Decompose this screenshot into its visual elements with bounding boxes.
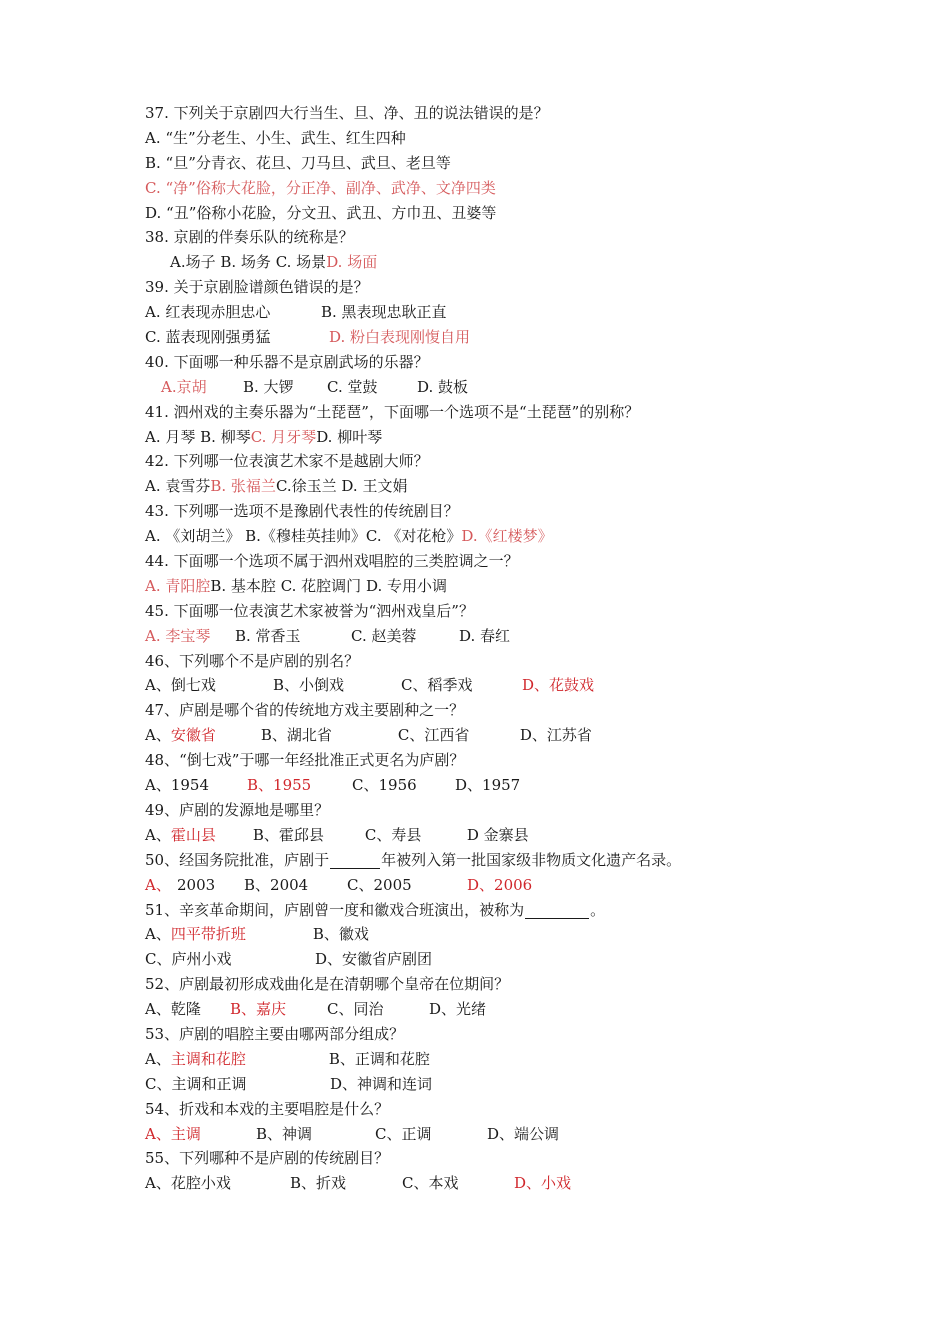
text-segment: C、江西省 [397,726,470,745]
text-segment: A. 《刘胡兰》 B.《穆桂英挂帅》C. 《对花枪》 [145,527,462,546]
text-line [145,1047,905,1072]
text-segment: C、稻季戏 [401,676,473,695]
answer-text: A、主调 [145,1124,201,1143]
text-line [145,823,905,848]
text-segment: 52、庐剧最初形成戏曲化是在清朝哪个皇帝在位期间？ [145,975,510,994]
text-line [145,126,905,151]
text-segment: 2003 [177,875,216,894]
answer-text: 安徽省 [170,726,216,745]
text-segment: B. 大锣 [243,377,294,396]
text-segment: 44. 下面哪一个选项不属于泗州戏唱腔的三类腔调之一？ [145,552,519,571]
text-segment: 47、庐剧是哪个省的传统地方戏主要剧种之一？ [145,701,465,720]
text-segment: C、本戏 [402,1174,459,1193]
answer-text: D、小戏 [514,1174,572,1193]
text-segment: B、正调和花腔 [328,1049,430,1068]
text-segment: B、湖北省 [260,726,332,745]
text-segment: A、 [145,825,171,844]
text-line [145,599,905,624]
text-segment: B. 常香玉 [235,626,301,645]
text-segment: B. “旦”分青衣、花旦、刀马旦、武旦、老旦等 [145,153,451,172]
text-segment: 。 [590,900,606,919]
text-line [145,375,905,400]
text-segment: 38. 京剧的伴奏乐队的统称是？ [145,228,354,247]
answer-text: A、 [145,875,171,894]
text-line [145,574,905,599]
text-segment: 45. 下面哪一位表演艺术家被誉为“泗州戏皇后”？ [145,601,474,620]
answer-text: 四平带折班 [170,925,246,944]
text-line [145,225,905,250]
answer-text: A.京胡 [161,377,207,396]
text-line [145,524,905,549]
answer-text: D、2006 [467,875,533,894]
text-segment: 50、经国务院批准，庐剧于 [145,850,330,869]
text-segment: C. 赵美蓉 [351,626,417,645]
text-segment: A. 红表现赤胆忠心 [145,303,271,322]
answer-text: B. 张福兰 [210,477,276,496]
text-segment: A.场子 B. 场务 C. 场景 [170,253,327,272]
text-segment: D. 春红 [459,626,511,645]
text-line [145,275,905,300]
text-segment: 37. 下列关于京剧四大行当生、旦、净、丑的说法错误的是？ [145,104,549,122]
text-line [145,1097,905,1122]
text-segment: D、1957 [455,776,521,795]
text-segment: 49、庐剧的发源地是哪里？ [145,800,330,819]
text-segment: A、1954 [145,776,210,795]
answer-text: 霍山县 [170,825,216,844]
text-line [145,250,905,275]
text-segment: 54、折戏和本戏的主要唱腔是什么？ [145,1099,390,1118]
text-line [145,300,905,325]
text-segment: D. “丑”俗称小花脸，分文丑、武丑、方巾丑、丑婆等 [145,203,497,222]
fill-in-blank [525,902,589,919]
text-line [145,549,905,574]
text-segment: A、倒七戏 [145,676,216,695]
text-segment: C、1956 [352,776,417,795]
text-segment: C. 蓝表现刚强勇猛 [145,328,271,347]
text-segment: 40. 下面哪一种乐器不是京剧武场的乐器？ [145,352,429,371]
text-line [145,176,905,201]
text-segment: 41. 泗州戏的主奏乐器为“土琵琶”，下面哪一个选项不是“土琵琶”的别称？ [145,402,640,421]
text-segment: A、乾隆 [145,1000,201,1019]
answer-text: B、1955 [247,776,312,795]
text-line [145,151,905,176]
text-segment: 年被列入第一批国家级非物质文化遗产名录。 [381,850,682,869]
text-segment: 53、庐剧的唱腔主要由哪两部分组成？ [145,1024,405,1043]
text-segment: B、霍邱县 [252,825,324,844]
text-segment: C、同治 [327,1000,384,1019]
text-segment: 43. 下列哪一选项不是豫剧代表性的传统剧目？ [145,502,459,521]
text-line [145,1122,905,1147]
text-line [145,1171,905,1196]
text-line [145,325,905,350]
text-segment: D、端公调 [487,1124,560,1143]
text-line [145,425,905,450]
text-segment: D. 柳叶琴 [316,427,383,446]
text-segment: 48、“倒七戏”于哪一年经批准正式更名为庐剧？ [145,751,465,770]
answer-text: 主调和花腔 [170,1049,246,1068]
text-line [145,474,905,499]
text-line [145,673,905,698]
text-segment: A. 袁雪芬 [145,477,211,496]
text-line [145,723,905,748]
text-line [145,1072,905,1097]
answer-text: D、花鼓戏 [522,676,595,695]
text-line [145,873,905,898]
text-segment: C、主调和正调 [145,1074,247,1093]
text-segment: A、 [145,1049,171,1068]
text-line [145,848,905,873]
text-line [145,748,905,773]
text-segment: 55、下列哪种不是庐剧的传统剧目？ [145,1149,390,1168]
text-segment: C. 堂鼓 [327,377,378,396]
text-segment: A. “生”分老生、小生、武生、红生四种 [145,128,406,147]
text-segment: D 金寨县 [466,825,529,844]
text-segment: A、花腔小戏 [145,1174,231,1193]
text-line [145,400,905,425]
text-segment: C、庐州小戏 [145,950,232,969]
text-segment: D、江苏省 [519,726,592,745]
text-segment: 42. 下列哪一位表演艺术家不是越剧大师？ [145,452,429,471]
text-line [145,798,905,823]
text-segment: D. 鼓板 [417,377,469,396]
text-line [145,649,905,674]
text-segment: D、神调和连词 [330,1074,433,1093]
text-line [145,499,905,524]
answer-text: A. 青阳腔 [145,576,211,595]
answer-text: A. 李宝琴 [145,626,211,645]
text-segment: C、2005 [347,875,412,894]
text-line [145,773,905,798]
text-segment: B、徽戏 [312,925,369,944]
text-segment: B、神调 [256,1124,313,1143]
text-segment: D、安徽省庐剧团 [315,950,433,969]
text-segment: A、 [145,925,171,944]
text-segment: C.徐玉兰 D. 王文娟 [275,477,408,496]
text-segment: B. 黑表现忠耿正直 [321,303,447,322]
text-line [145,922,905,947]
answer-text: D. 场面 [326,253,378,272]
text-line [145,997,905,1022]
quiz-document [145,101,905,1196]
answer-text: C. “净”俗称大花脸，分正净、副净、武净、文净四类 [145,178,496,197]
text-segment: C、寿县 [364,825,422,844]
answer-text: D. 粉白表现刚愎自用 [329,328,471,347]
fill-in-blank [330,852,380,869]
text-line [145,201,905,226]
text-line [145,350,905,375]
text-segment: D、光绪 [429,1000,487,1019]
text-segment: 39. 关于京剧脸谱颜色错误的是？ [145,278,369,297]
text-segment: B、小倒戏 [273,676,345,695]
text-segment: 46、下列哪个不是庐剧的别名？ [145,651,360,670]
text-line [145,947,905,972]
text-line [145,898,905,923]
text-line [145,1022,905,1047]
text-line [145,698,905,723]
text-segment: A. 月琴 B. 柳琴 [145,427,251,446]
text-segment: A、 [145,726,171,745]
text-line [145,101,905,126]
text-line [145,972,905,997]
text-line [145,449,905,474]
text-segment: B、折戏 [290,1174,347,1193]
text-segment: B. 基本腔 C. 花腔调门 D. 专用小调 [210,576,447,595]
answer-text: B、嘉庆 [230,1000,287,1019]
answer-text: C. 月牙琴 [250,427,317,446]
text-segment: 51、辛亥革命期间，庐剧曾一度和徽戏合班演出，被称为 [145,900,525,919]
text-line [145,624,905,649]
text-segment: C、正调 [375,1124,432,1143]
answer-text: D.《红楼梦》 [461,527,553,546]
text-line [145,1146,905,1171]
text-segment: B、2004 [244,875,309,894]
